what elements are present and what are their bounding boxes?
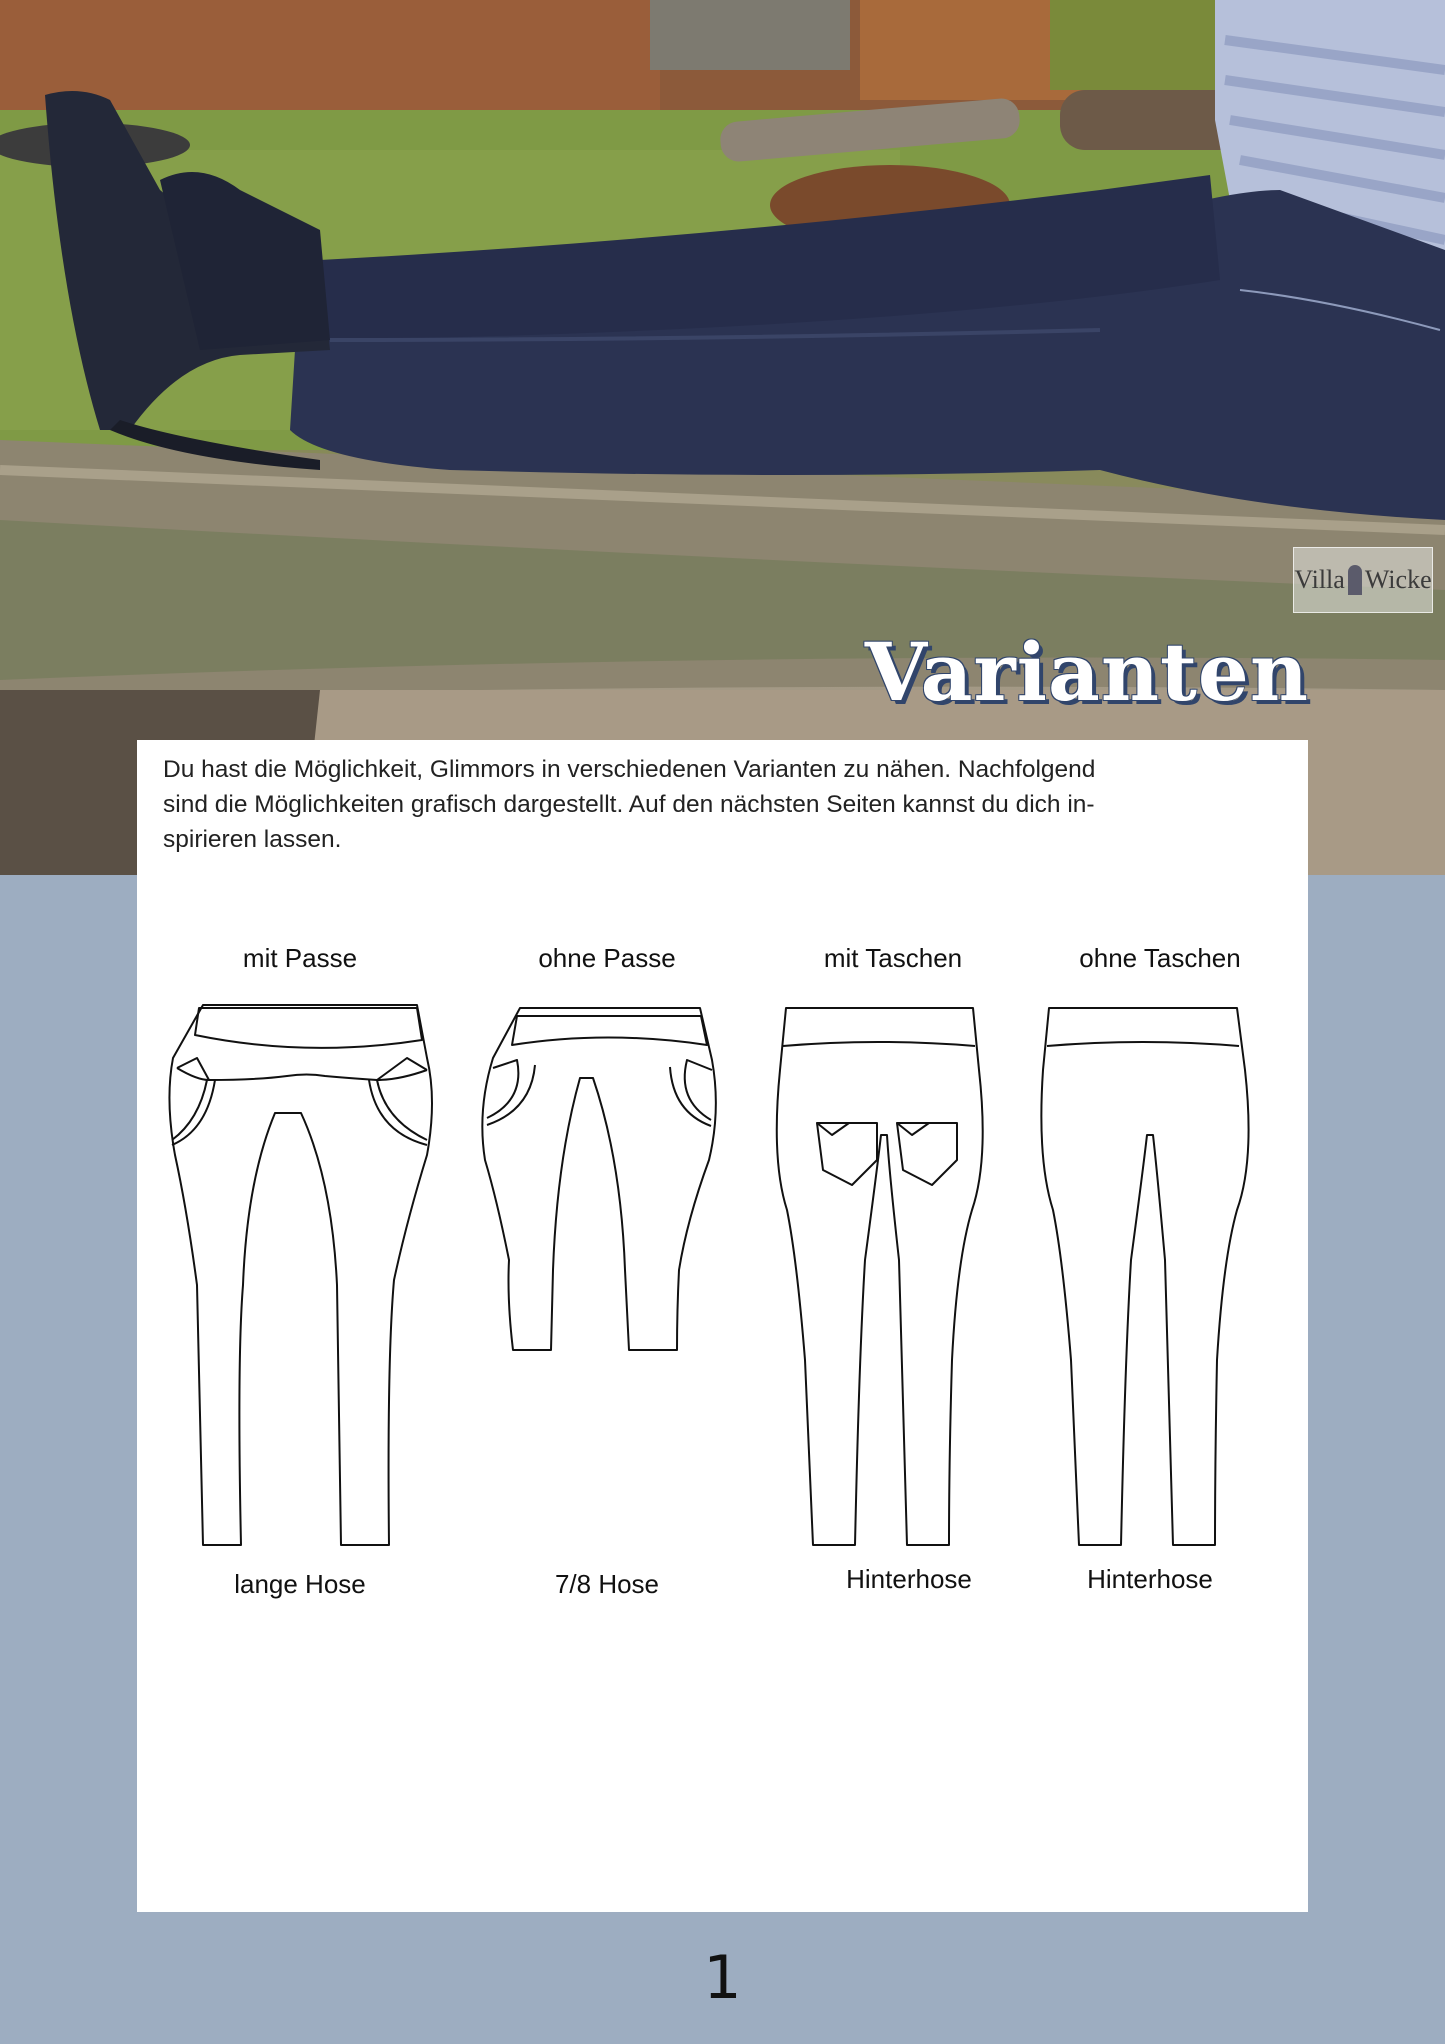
- pants-back-with-pockets-drawing: [777, 1008, 983, 1545]
- pants-back-no-pockets-drawing: [1041, 1008, 1248, 1545]
- variant-label-mit-passe: mit Passe: [242, 943, 358, 973]
- tower-icon: [1348, 565, 1362, 595]
- intro-line: sind die Möglichkeiten grafisch dargestellt. Auf den nächsten Seiten kannst du dich in-: [163, 791, 1095, 818]
- pants-drawings: [137, 740, 1308, 1640]
- content-card: [137, 740, 1308, 1912]
- logo-text-left: Villa: [1294, 565, 1345, 594]
- variant-label-ohne-passe: ohne Passe: [538, 943, 676, 973]
- logo-text-right: Wicke: [1364, 565, 1432, 594]
- pants-front-with-yoke-drawing: [169, 1005, 432, 1545]
- intro-line: spirieren lassen.: [163, 826, 342, 853]
- brand-logo: [1293, 547, 1433, 613]
- variant-label-mit-taschen: mit Taschen: [823, 943, 963, 973]
- intro-line: Du hast die Möglichkeit, Glimmors in verschiedenen Varianten zu nähen. Nachfolgend: [163, 756, 1096, 783]
- pants-front-no-yoke-drawing: [482, 1008, 716, 1350]
- page-number: 1: [703, 1943, 742, 2013]
- variant-label-hinterhose: Hinterhose: [1087, 1564, 1213, 1594]
- variant-label-hinterhose: Hinterhose: [846, 1564, 972, 1594]
- variant-label-lange-hose: lange Hose: [234, 1569, 366, 1599]
- variant-label-ohne-taschen: ohne Taschen: [1079, 943, 1241, 973]
- page-title: Varianten: [864, 625, 1309, 719]
- variant-label-78-hose: 7/8 Hose: [554, 1569, 660, 1599]
